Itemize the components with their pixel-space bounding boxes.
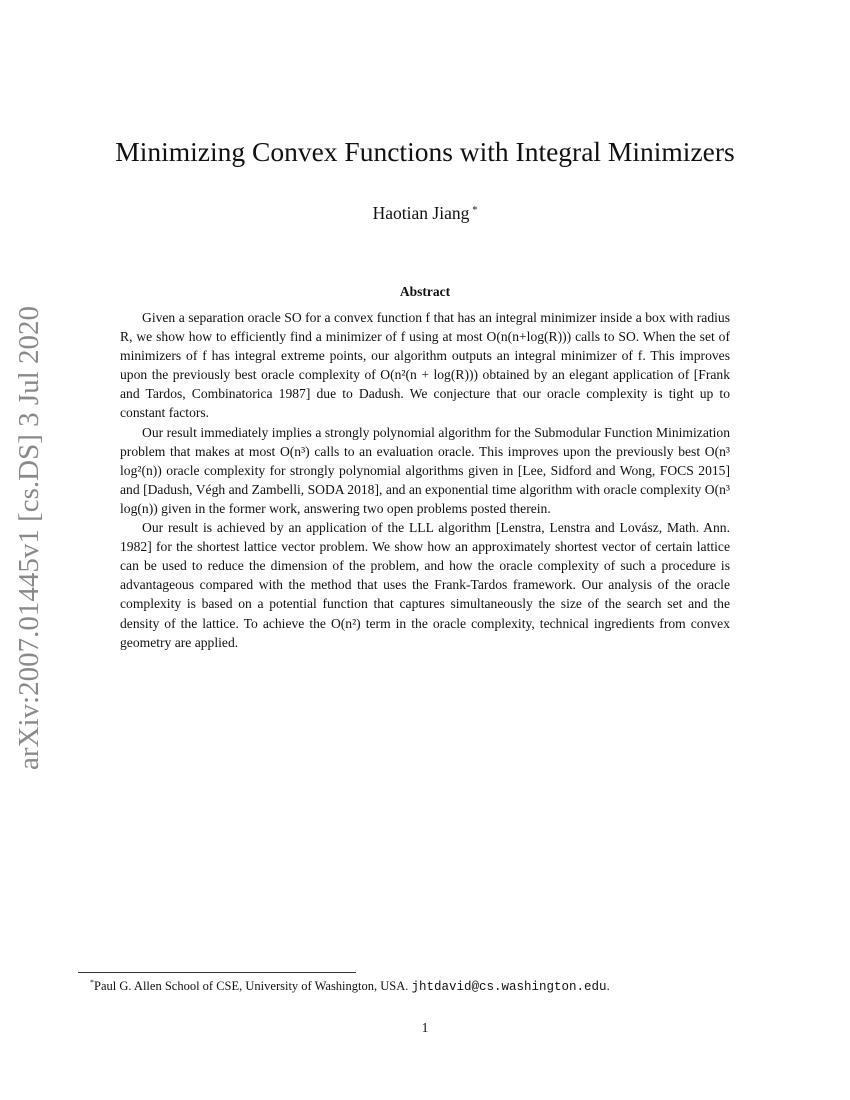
arxiv-identifier-stamp: arXiv:2007.01445v1 [cs.DS] 3 Jul 2020 xyxy=(13,306,45,770)
abstract-paragraph-3: Our result is achieved by an application of the LLL algorithm [Lenstra, Lenstra and Lovász, Math. Ann. 1982] for the shortest lattice vector problem. We show how an approximately shortest vector of certain lattice can be used to reduce the dimension of the problem, and how the oracle complexity of such a procedure is advantageous compared with the method that uses the Frank-Tardos framework. Our analysis of the oracle complexity is based on a potential function that captures simultaneously the size of the search set and the density of the lattice. To achieve the O(n²) term in the oracle complexity, technical ingredients from convex geometry are applied. xyxy=(120,520,730,650)
author-name: Haotian Jiang xyxy=(372,203,470,223)
abstract-paragraph-1: Given a separation oracle SO for a convex function f that has an integral minimizer inside a box with radius R, we show how to efficiently find a minimizer of f using at most O(n(n+log(R))) calls to SO. When the set of minimizers of f has integral extreme points, our algorithm outputs an integral minimizer of f. This improves upon the previously best oracle complexity of O(n²(n + log(R))) obtained by an elegant application of [Frank and Tardos, Combinatorica 1987] due to Dadush. We conjecture that our oracle complexity is tight up to constant factors. xyxy=(120,310,730,421)
footnote-divider xyxy=(78,972,356,973)
abstract-paragraph-2: Our result immediately implies a strongly polynomial algorithm for the Submodular Function Minimization problem that makes at most O(n³) calls to an evaluation oracle. This improves upon the previously best O(n³ log²(n)) oracle complexity for strongly polynomial algorithms given in [Lee, Sidford and Wong, FOCS 2015] and [Dadush, Végh and Zambelli, SODA 2018], and an exponential time algorithm with oracle complexity O(n³ log(n)) given in the former work, answering two open problems posted therein. xyxy=(120,424,730,516)
footnote xyxy=(90,978,790,994)
author-footnote-mark: * xyxy=(472,205,478,216)
footnote-end: . xyxy=(606,979,610,993)
footnote-affiliation: Paul G. Allen School of CSE, University of Washington, USA. xyxy=(94,979,409,993)
abstract-heading: Abstract xyxy=(399,284,451,299)
paper-title: Minimizing Convex Functions with Integral Minimizers xyxy=(115,136,735,167)
footnote-mark: * xyxy=(90,978,94,987)
page-number: 1 xyxy=(421,1020,429,1035)
abstract-body xyxy=(120,308,730,652)
footnote-email[interactable]: jhtdavid@cs.washington.edu xyxy=(411,980,607,994)
author-line xyxy=(0,203,850,224)
